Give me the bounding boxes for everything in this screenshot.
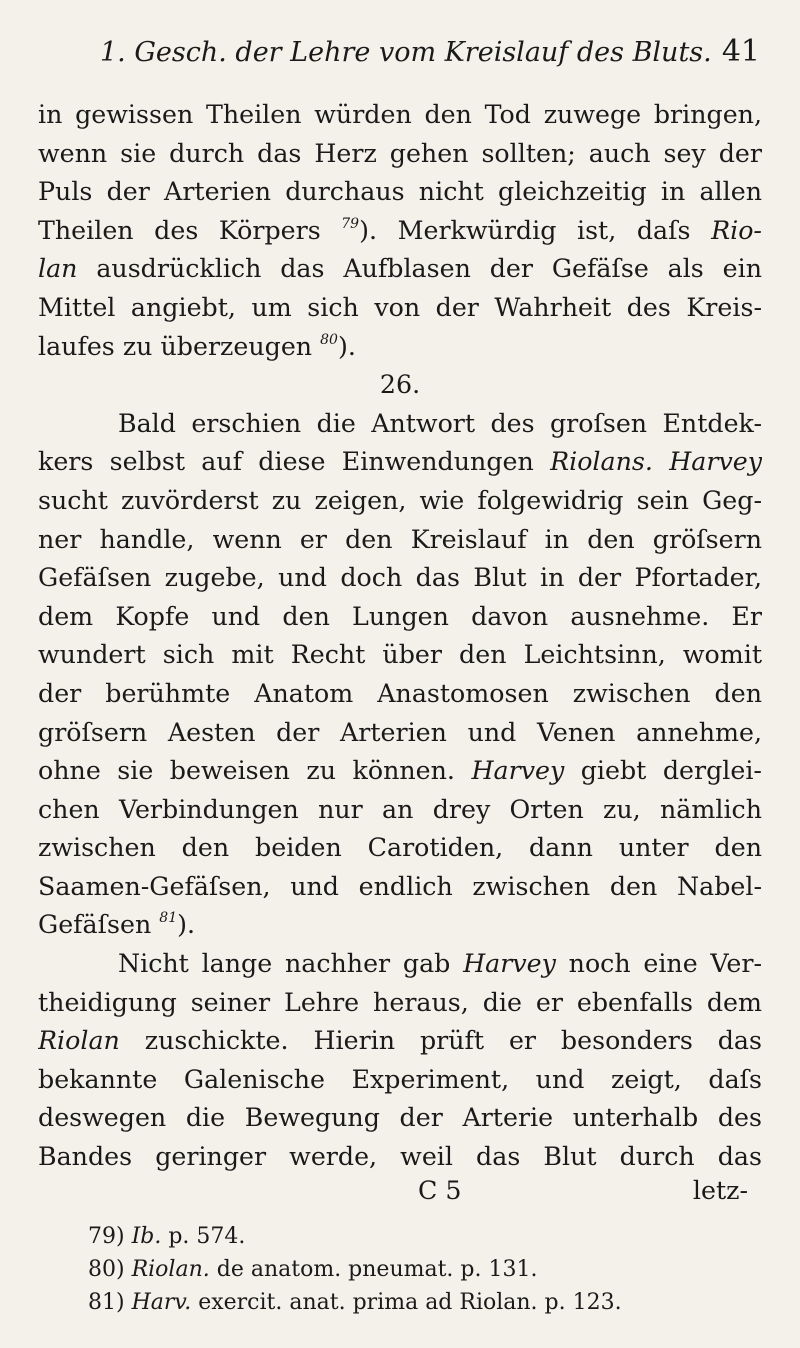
text-line: Theilen des Körpers $^{79}$). Merkwürdig ist, daſs Rio- — [38, 215, 762, 245]
signature-mark: C 5 — [418, 1176, 462, 1205]
text-line: deswegen die Bewegung der Arterie unterhalb des — [38, 1103, 762, 1133]
text-line: Mittel angiebt, um sich von der Wahrheit des Kreis- — [38, 292, 762, 322]
text-line: laufes zu überzeugen $^{80}$). — [38, 331, 356, 361]
footnote-ref: 79 — [341, 215, 360, 232]
text-line: Bandes geringer werde, weil das Blut durch das — [38, 1142, 762, 1172]
text-line: wenn sie durch das Herz gehen sollten; auch sey der — [38, 138, 762, 168]
text-line: ohne sie beweisen zu können. Harvey giebt derglei- — [38, 756, 762, 786]
text-line: der berühmte Anatom Anastomosen zwischen den — [38, 678, 762, 708]
text-line: Riolan zuschickte. Hierin prüft er besonders das — [38, 1026, 762, 1056]
text-line: Nicht lange nachher gab Harvey noch eine Ver- — [118, 949, 762, 979]
text-line: wundert sich mit Recht über den Leichtsinn, womit — [38, 640, 762, 670]
section-number: 26. — [379, 370, 421, 400]
text-line: bekannte Galenische Experiment, und zeigt, daſs — [38, 1064, 762, 1094]
text-line: gröſsern Aesten der Arterien und Venen annehme, — [38, 717, 762, 747]
footnote-ref: 81 — [159, 910, 178, 927]
text-line: Gefäſsen zugebe, und doch das Blut in der Pfortader, — [38, 563, 762, 593]
text-line: chen Verbindungen nur an drey Orten zu, nämlich — [38, 794, 762, 824]
text-line: Saamen-Gefäſsen, und endlich zwischen den Nabel- — [38, 871, 762, 901]
text-line: dem Kopfe und den Lungen davon ausnehme. Er — [38, 601, 762, 631]
text-line: sucht zuvörderst zu zeigen, wie folgewidrig sein Geg- — [38, 485, 762, 515]
footnote: 81) Harv. exercit. anat. prima ad Riolan. p. 123. — [88, 1290, 622, 1315]
text-line: lan ausdrücklich das Aufblasen der Gefäſse als ein — [38, 254, 762, 284]
running-header — [100, 34, 760, 69]
footnotes — [88, 1220, 728, 1319]
footnote: 80) Riolan. de anatom. pneumat. p. 131. — [88, 1257, 538, 1282]
text-line: in gewissen Theilen würden den Tod zuwege bringen, — [38, 100, 762, 129]
text-line: ner handle, wenn er den Kreislauf in den gröſsern — [38, 524, 762, 554]
footnote: 79) Ib. p. 574. — [88, 1224, 246, 1249]
body-text — [38, 96, 762, 1177]
page-footer-line — [38, 1176, 762, 1214]
running-title: 1. Gesch. der Lehre vom Kreislauf des Bluts. — [100, 37, 712, 68]
text-line: kers selbst auf diese Einwendungen Riolans. Harvey — [38, 447, 762, 477]
footnote-ref: 80 — [320, 331, 338, 348]
text-line: Gefäſsen $^{81}$). — [38, 910, 196, 940]
catchword: letz- — [692, 1176, 748, 1205]
text-line: Puls der Arterien durchaus nicht gleichzeitig in allen — [38, 177, 762, 207]
text-line: theidigung seiner Lehre heraus, die er ebenfalls dem — [38, 987, 762, 1017]
page-number: 41 — [721, 34, 760, 69]
text-line: zwischen den beiden Carotiden, dann unter den — [38, 833, 762, 863]
text-line: Bald erschien die Antwort des groſsen Entdek- — [118, 408, 762, 438]
